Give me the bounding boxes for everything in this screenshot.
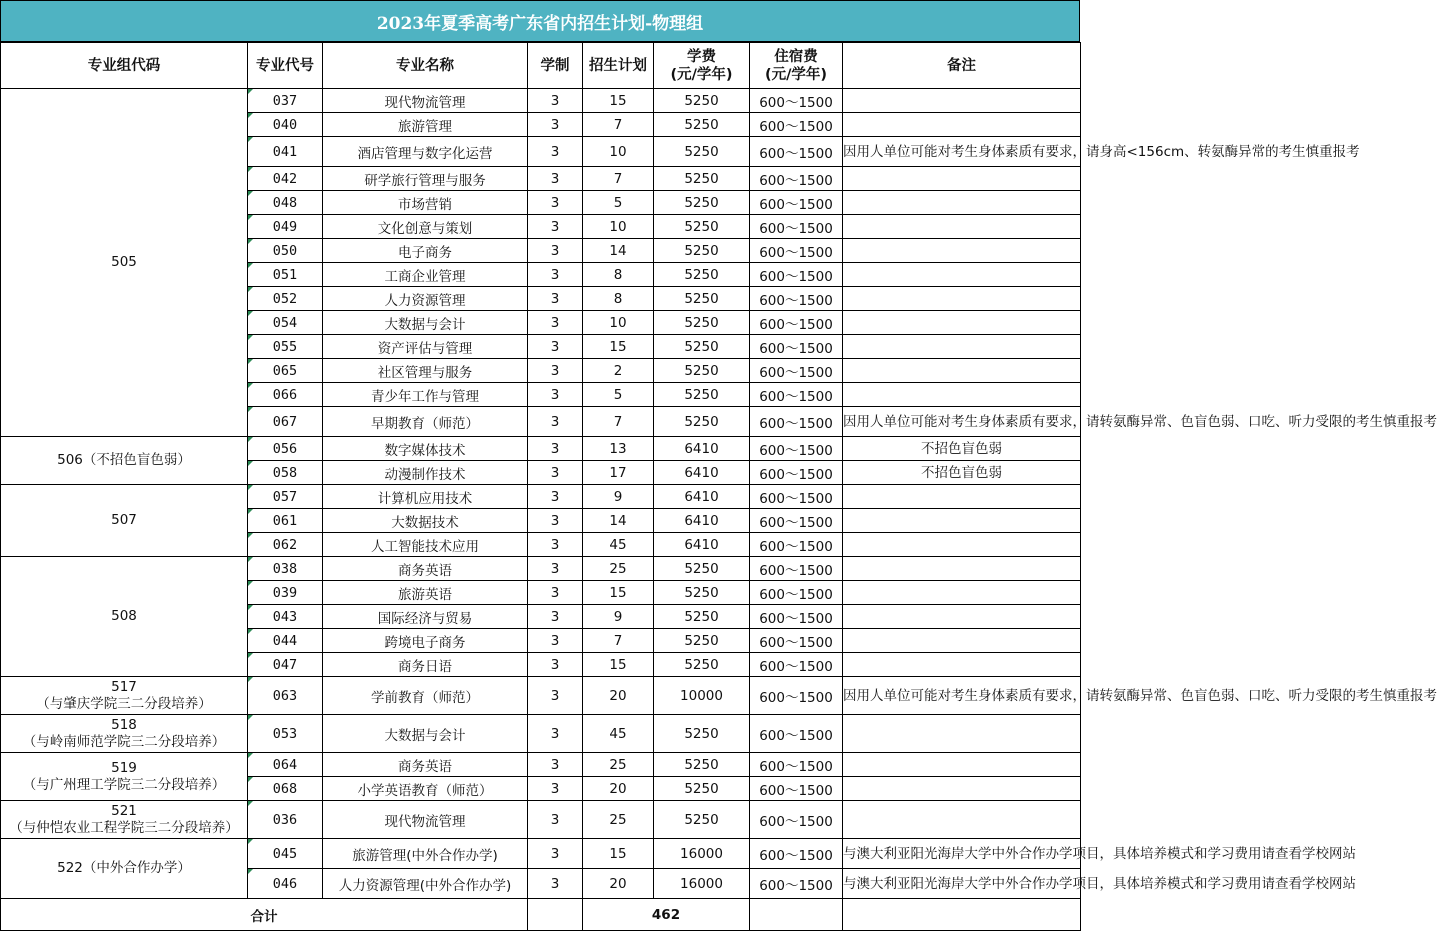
cell-tuition: 10000 <box>654 677 750 715</box>
group-code-label: 519 <box>111 759 137 776</box>
cell-tuition: 5250 <box>654 801 750 839</box>
cell-tuition: 5250 <box>654 89 750 113</box>
cell-dorm: 600～1500 <box>750 753 843 777</box>
cell-name: 早期教育（师范） <box>323 407 528 437</box>
cell-tuition: 5250 <box>654 715 750 753</box>
cell-remark: 不招色盲色弱 <box>843 437 1081 461</box>
cell-code: 063 <box>248 677 323 715</box>
cell-tuition: 5250 <box>654 113 750 137</box>
cell-years: 3 <box>528 263 583 287</box>
tuition-header-line2: (元/学年) <box>670 66 733 83</box>
cell-plan: 15 <box>583 89 654 113</box>
cell-name: 商务英语 <box>323 753 528 777</box>
cell-years: 3 <box>528 167 583 191</box>
table-row <box>1 485 1081 509</box>
cell-plan: 14 <box>583 239 654 263</box>
cell-remark <box>843 753 1081 777</box>
cell-tuition: 5250 <box>654 191 750 215</box>
cell-tuition: 5250 <box>654 605 750 629</box>
cell-code: 039 <box>248 581 323 605</box>
cell-plan: 17 <box>583 461 654 485</box>
table-row <box>1 677 1081 715</box>
col-header-name: 专业名称 <box>323 43 528 89</box>
cell-plan: 10 <box>583 311 654 335</box>
cell-name: 国际经济与贸易 <box>323 605 528 629</box>
cell-years: 3 <box>528 137 583 167</box>
cell-plan: 10 <box>583 215 654 239</box>
cell-years: 3 <box>528 653 583 677</box>
table-row <box>1 89 1081 113</box>
cell-code: 066 <box>248 383 323 407</box>
cell-tuition: 6410 <box>654 461 750 485</box>
cell-tuition: 5250 <box>654 263 750 287</box>
cell-code: 042 <box>248 167 323 191</box>
group-code-cell <box>1 801 248 839</box>
cell-dorm: 600～1500 <box>750 801 843 839</box>
cell-plan: 7 <box>583 407 654 437</box>
total-value: 462 <box>583 899 750 931</box>
cell-years: 3 <box>528 311 583 335</box>
cell-years: 3 <box>528 869 583 899</box>
cell-code: 064 <box>248 753 323 777</box>
cell-name: 大数据与会计 <box>323 311 528 335</box>
table-row <box>1 557 1081 581</box>
cell-dorm: 600～1500 <box>750 437 843 461</box>
cell-code: 058 <box>248 461 323 485</box>
group-code-cell <box>1 485 248 557</box>
group-code-note: （与广州理工学院三二分段培养） <box>22 776 226 793</box>
cell-dorm: 600～1500 <box>750 215 843 239</box>
cell-tuition: 5250 <box>654 287 750 311</box>
cell-tuition: 5250 <box>654 753 750 777</box>
cell-remark <box>843 239 1081 263</box>
cell-years: 3 <box>528 383 583 407</box>
cell-remark <box>843 263 1081 287</box>
cell-name: 跨境电子商务 <box>323 629 528 653</box>
cell-name: 文化创意与策划 <box>323 215 528 239</box>
cell-years: 3 <box>528 581 583 605</box>
total-spacer <box>528 899 583 931</box>
total-row <box>1 899 1081 931</box>
group-code-label: 508 <box>111 608 137 624</box>
cell-remark <box>843 89 1081 113</box>
cell-dorm: 600～1500 <box>750 509 843 533</box>
cell-remark: 与澳大利亚阳光海岸大学中外合作办学项目，具体培养模式和学习费用请查看学校网站 <box>843 839 1081 869</box>
table-row <box>1 437 1081 461</box>
cell-dorm: 600～1500 <box>750 407 843 437</box>
cell-tuition: 5250 <box>654 383 750 407</box>
cell-tuition: 6410 <box>654 533 750 557</box>
cell-name: 电子商务 <box>323 239 528 263</box>
cell-years: 3 <box>528 715 583 753</box>
cell-plan: 5 <box>583 191 654 215</box>
cell-code: 043 <box>248 605 323 629</box>
table-body <box>1 89 1437 899</box>
cell-remark: 因用人单位可能对考生身体素质有要求，请转氨酶异常、色盲色弱、口吃、听力受限的考生慎重报考 <box>843 407 1081 437</box>
cell-code: 047 <box>248 653 323 677</box>
cell-plan: 7 <box>583 629 654 653</box>
cell-plan: 15 <box>583 839 654 869</box>
group-code-cell <box>1 437 248 485</box>
tuition-header-line1: 学费 <box>687 48 716 65</box>
cell-years: 3 <box>528 753 583 777</box>
cell-tuition: 5250 <box>654 407 750 437</box>
cell-remark <box>843 605 1081 629</box>
cell-remark: 与澳大利亚阳光海岸大学中外合作办学项目，具体培养模式和学习费用请查看学校网站 <box>843 869 1081 899</box>
cell-code: 052 <box>248 287 323 311</box>
cell-dorm: 600～1500 <box>750 839 843 869</box>
cell-plan: 14 <box>583 509 654 533</box>
cell-remark <box>843 629 1081 653</box>
group-code-cell <box>1 89 248 437</box>
group-code-note: （与仲恺农业工程学院三二分段培养） <box>9 819 239 836</box>
cell-dorm: 600～1500 <box>750 629 843 653</box>
cell-dorm: 600～1500 <box>750 263 843 287</box>
col-header-plan: 招生计划 <box>583 43 654 89</box>
dorm-header-line2: (元/学年) <box>764 66 828 83</box>
group-code-cell <box>1 677 248 715</box>
cell-name: 现代物流管理 <box>323 801 528 839</box>
cell-code: 061 <box>248 509 323 533</box>
cell-code: 046 <box>248 869 323 899</box>
cell-code: 056 <box>248 437 323 461</box>
cell-name: 动漫制作技术 <box>323 461 528 485</box>
cell-code: 068 <box>248 777 323 801</box>
cell-dorm: 600～1500 <box>750 113 843 137</box>
group-code-label: 507 <box>111 512 137 528</box>
cell-code: 065 <box>248 359 323 383</box>
cell-years: 3 <box>528 191 583 215</box>
group-code-cell <box>1 839 248 899</box>
cell-dorm: 600～1500 <box>750 191 843 215</box>
cell-remark <box>843 215 1081 239</box>
cell-dorm: 600～1500 <box>750 137 843 167</box>
cell-remark <box>843 653 1081 677</box>
cell-tuition: 5250 <box>654 311 750 335</box>
cell-plan: 9 <box>583 605 654 629</box>
cell-plan: 25 <box>583 753 654 777</box>
cell-plan: 25 <box>583 801 654 839</box>
table-row <box>1 753 1081 777</box>
cell-years: 3 <box>528 239 583 263</box>
cell-code: 037 <box>248 89 323 113</box>
cell-years: 3 <box>528 113 583 137</box>
cell-dorm: 600～1500 <box>750 311 843 335</box>
cell-code: 044 <box>248 629 323 653</box>
cell-tuition: 5250 <box>654 137 750 167</box>
cell-code: 045 <box>248 839 323 869</box>
cell-dorm: 600～1500 <box>750 335 843 359</box>
cell-code: 057 <box>248 485 323 509</box>
cell-plan: 20 <box>583 869 654 899</box>
cell-code: 062 <box>248 533 323 557</box>
cell-dorm: 600～1500 <box>750 715 843 753</box>
enrollment-table <box>0 42 1437 931</box>
cell-tuition: 5250 <box>654 777 750 801</box>
header-row <box>1 43 1081 89</box>
cell-remark <box>843 287 1081 311</box>
cell-name: 学前教育（师范） <box>323 677 528 715</box>
cell-name: 商务英语 <box>323 557 528 581</box>
group-code-cell <box>1 753 248 801</box>
cell-name: 酒店管理与数字化运营 <box>323 137 528 167</box>
cell-plan: 10 <box>583 137 654 167</box>
cell-remark: 因用人单位可能对考生身体素质有要求，请转氨酶异常、色盲色弱、口吃、听力受限的考生慎重报考 <box>843 677 1081 715</box>
table-row <box>1 801 1081 839</box>
cell-code: 041 <box>248 137 323 167</box>
cell-code: 040 <box>248 113 323 137</box>
group-code-label: 518 <box>111 716 137 733</box>
cell-name: 小学英语教育（师范） <box>323 777 528 801</box>
group-code-label: 522（中外合作办学） <box>57 860 191 876</box>
cell-dorm: 600～1500 <box>750 777 843 801</box>
cell-plan: 20 <box>583 777 654 801</box>
cell-name: 旅游管理 <box>323 113 528 137</box>
cell-remark <box>843 509 1081 533</box>
total-spacer <box>750 899 843 931</box>
cell-years: 3 <box>528 605 583 629</box>
cell-dorm: 600～1500 <box>750 383 843 407</box>
cell-tuition: 5250 <box>654 653 750 677</box>
cell-remark <box>843 801 1081 839</box>
group-code-cell <box>1 715 248 753</box>
col-header-group: 专业组代码 <box>1 43 248 89</box>
cell-code: 053 <box>248 715 323 753</box>
cell-tuition: 5250 <box>654 167 750 191</box>
cell-tuition: 5250 <box>654 215 750 239</box>
cell-name: 人力资源管理(中外合作办学) <box>323 869 528 899</box>
cell-years: 3 <box>528 215 583 239</box>
cell-name: 旅游管理(中外合作办学) <box>323 839 528 869</box>
cell-plan: 45 <box>583 533 654 557</box>
cell-plan: 15 <box>583 581 654 605</box>
cell-dorm: 600～1500 <box>750 869 843 899</box>
cell-years: 3 <box>528 437 583 461</box>
table-row <box>1 715 1081 753</box>
col-header-dorm <box>750 43 843 89</box>
cell-plan: 13 <box>583 437 654 461</box>
cell-remark <box>843 715 1081 753</box>
cell-dorm: 600～1500 <box>750 677 843 715</box>
cell-years: 3 <box>528 89 583 113</box>
cell-plan: 20 <box>583 677 654 715</box>
col-header-remark: 备注 <box>843 43 1081 89</box>
cell-plan: 15 <box>583 653 654 677</box>
cell-dorm: 600～1500 <box>750 89 843 113</box>
cell-tuition: 5250 <box>654 629 750 653</box>
cell-code: 049 <box>248 215 323 239</box>
cell-years: 3 <box>528 839 583 869</box>
cell-name: 大数据与会计 <box>323 715 528 753</box>
cell-code: 048 <box>248 191 323 215</box>
cell-tuition: 5250 <box>654 581 750 605</box>
cell-years: 3 <box>528 359 583 383</box>
cell-remark <box>843 167 1081 191</box>
cell-plan: 7 <box>583 167 654 191</box>
cell-remark <box>843 557 1081 581</box>
cell-name: 市场营销 <box>323 191 528 215</box>
group-code-label: 506（不招色盲色弱） <box>57 452 191 468</box>
cell-years: 3 <box>528 629 583 653</box>
cell-years: 3 <box>528 557 583 581</box>
cell-plan: 7 <box>583 113 654 137</box>
cell-name: 大数据技术 <box>323 509 528 533</box>
cell-plan: 9 <box>583 485 654 509</box>
col-header-code: 专业代号 <box>248 43 323 89</box>
cell-years: 3 <box>528 335 583 359</box>
cell-remark: 不招色盲色弱 <box>843 461 1081 485</box>
cell-name: 商务日语 <box>323 653 528 677</box>
cell-remark <box>843 113 1081 137</box>
cell-plan: 25 <box>583 557 654 581</box>
cell-dorm: 600～1500 <box>750 167 843 191</box>
cell-code: 051 <box>248 263 323 287</box>
cell-plan: 2 <box>583 359 654 383</box>
cell-plan: 8 <box>583 287 654 311</box>
cell-tuition: 6410 <box>654 437 750 461</box>
cell-years: 3 <box>528 533 583 557</box>
group-code-label: 517 <box>111 678 137 695</box>
cell-name: 社区管理与服务 <box>323 359 528 383</box>
cell-plan: 8 <box>583 263 654 287</box>
cell-plan: 5 <box>583 383 654 407</box>
cell-code: 036 <box>248 801 323 839</box>
cell-code: 067 <box>248 407 323 437</box>
cell-plan: 15 <box>583 335 654 359</box>
cell-dorm: 600～1500 <box>750 605 843 629</box>
group-code-cell <box>1 557 248 677</box>
cell-dorm: 600～1500 <box>750 533 843 557</box>
cell-name: 资产评估与管理 <box>323 335 528 359</box>
cell-remark <box>843 335 1081 359</box>
cell-name: 计算机应用技术 <box>323 485 528 509</box>
cell-remark: 因用人单位可能对考生身体素质有要求，请身高<156cm、转氨酶异常的考生慎重报考 <box>843 137 1081 167</box>
cell-tuition: 16000 <box>654 869 750 899</box>
cell-tuition: 5250 <box>654 335 750 359</box>
cell-tuition: 5250 <box>654 359 750 383</box>
cell-name: 现代物流管理 <box>323 89 528 113</box>
cell-code: 055 <box>248 335 323 359</box>
cell-dorm: 600～1500 <box>750 461 843 485</box>
cell-years: 3 <box>528 287 583 311</box>
group-code-label: 505 <box>111 254 137 270</box>
table-title: 2023年夏季高考广东省内招生计划-物理组 <box>0 0 1080 42</box>
cell-years: 3 <box>528 677 583 715</box>
cell-code: 054 <box>248 311 323 335</box>
cell-dorm: 600～1500 <box>750 581 843 605</box>
cell-name: 人力资源管理 <box>323 287 528 311</box>
cell-remark <box>843 533 1081 557</box>
cell-remark <box>843 777 1081 801</box>
cell-remark <box>843 485 1081 509</box>
table-row <box>1 839 1081 869</box>
cell-dorm: 600～1500 <box>750 485 843 509</box>
col-header-tuition <box>654 43 750 89</box>
dorm-header-line1: 住宿费 <box>774 48 818 65</box>
total-label: 合计 <box>1 899 528 931</box>
cell-tuition: 16000 <box>654 839 750 869</box>
cell-name: 旅游英语 <box>323 581 528 605</box>
total-spacer <box>843 899 1081 931</box>
cell-name: 人工智能技术应用 <box>323 533 528 557</box>
cell-years: 3 <box>528 485 583 509</box>
group-code-note: （与岭南师范学院三二分段培养） <box>22 733 226 750</box>
cell-code: 050 <box>248 239 323 263</box>
cell-years: 3 <box>528 461 583 485</box>
cell-dorm: 600～1500 <box>750 287 843 311</box>
cell-remark <box>843 383 1081 407</box>
cell-remark <box>843 581 1081 605</box>
cell-tuition: 5250 <box>654 239 750 263</box>
cell-dorm: 600～1500 <box>750 359 843 383</box>
cell-dorm: 600～1500 <box>750 557 843 581</box>
cell-code: 038 <box>248 557 323 581</box>
cell-dorm: 600～1500 <box>750 653 843 677</box>
cell-tuition: 6410 <box>654 509 750 533</box>
cell-dorm: 600～1500 <box>750 239 843 263</box>
cell-tuition: 5250 <box>654 557 750 581</box>
cell-years: 3 <box>528 407 583 437</box>
cell-plan: 45 <box>583 715 654 753</box>
cell-years: 3 <box>528 777 583 801</box>
cell-name: 青少年工作与管理 <box>323 383 528 407</box>
cell-tuition: 6410 <box>654 485 750 509</box>
cell-name: 研学旅行管理与服务 <box>323 167 528 191</box>
cell-name: 工商企业管理 <box>323 263 528 287</box>
cell-remark <box>843 191 1081 215</box>
cell-years: 3 <box>528 509 583 533</box>
cell-remark <box>843 359 1081 383</box>
cell-remark <box>843 311 1081 335</box>
cell-name: 数字媒体技术 <box>323 437 528 461</box>
cell-years: 3 <box>528 801 583 839</box>
col-header-years: 学制 <box>528 43 583 89</box>
group-code-note: （与肇庆学院三二分段培养） <box>36 695 212 712</box>
group-code-label: 521 <box>111 802 137 819</box>
